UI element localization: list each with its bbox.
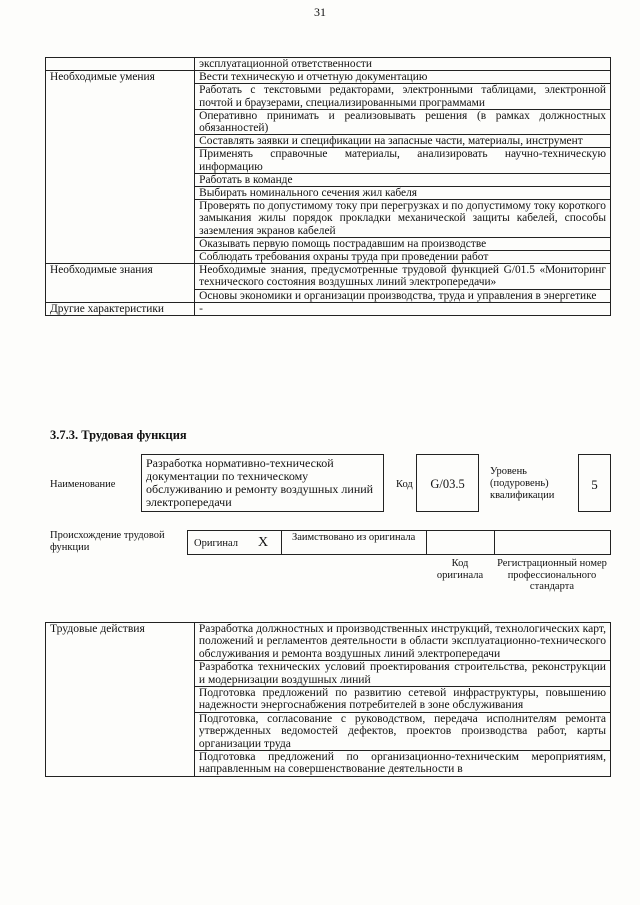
page-number: 31 xyxy=(314,5,326,19)
other-label: Другие характеристики xyxy=(46,302,195,315)
table-row xyxy=(46,264,611,289)
table-row xyxy=(46,623,611,661)
section-title: 3.7.3. Трудовая функция xyxy=(50,428,187,442)
actions-label: Трудовые действия xyxy=(46,623,195,777)
row-text: Основы экономики и организации производства, труда и управления в энергетике xyxy=(195,289,611,302)
action-item: Подготовка, согласование с руководством, передача исполнителям ремонта утвержденных ведомостей дефектов, проектов производства работ, карты организации труда xyxy=(194,712,610,750)
action-item: Разработка технических условий проектирования строительства, реконструкции и модернизации воздушных линий xyxy=(194,661,610,687)
knowledge-label: Необходимые знания xyxy=(46,264,195,303)
original-label: Оригинал xyxy=(194,538,238,549)
row-text: Выбирать номинального сечения жил кабеля xyxy=(195,187,611,200)
row-text: Необходимые знания, предусмотренные трудовой функцией G/01.5 «Мониторинг технического состояния воздушных линий электропередачи» xyxy=(195,264,611,289)
row-text: Составлять заявки и спецификации на запасные части, материалы, инструмент xyxy=(195,135,611,148)
code-value: G/03.5 xyxy=(416,454,479,512)
skills-table xyxy=(45,57,611,316)
skills-label: Необходимые умения xyxy=(46,71,195,264)
row-text: эксплуатационной ответственности xyxy=(195,58,611,71)
actions-table xyxy=(45,622,611,777)
table-row xyxy=(46,302,611,315)
divider xyxy=(281,530,282,555)
level-value: 5 xyxy=(578,454,611,512)
row-text: Соблюдать требования охраны труда при проведении работ xyxy=(195,251,611,264)
row-text: - xyxy=(195,302,611,315)
name-label: Наименование xyxy=(50,479,116,490)
level-label: Уровень (подуровень) квалификации xyxy=(490,466,555,501)
reg-caption: Регистрационный номер профессионального стандарта xyxy=(497,558,607,592)
origin-box xyxy=(187,530,611,555)
borrowed-label: Заимствовано из оригинала xyxy=(292,532,416,543)
table-row xyxy=(46,71,611,84)
table-row xyxy=(46,58,611,71)
row-text: Работать в команде xyxy=(195,173,611,186)
row-label xyxy=(46,58,195,71)
row-text: Вести техническую и отчетную документацию xyxy=(195,71,611,84)
action-item: Подготовка предложений по развитию сетевой инфраструктуры, повышению надежности энергоснабжения потребителей в зоне обслуживания xyxy=(194,687,610,713)
origin-label: Происхождение трудовой функции xyxy=(50,530,165,553)
code-caption: Код оригинала xyxy=(436,558,484,581)
row-text: Оказывать первую помощь пострадавшим на производстве xyxy=(195,237,611,250)
action-item: Разработка должностных и производственных инструкций, технологических карт, положений и регламентов деятельности в области эксплуатационно-технического обслуживания и ремонта воздушных линий электропередачи xyxy=(194,623,610,661)
row-text: Работать с текстовыми редакторами, электронными таблицами, электронной почтой и браузерами, специализированными программами xyxy=(195,84,611,109)
function-name: Разработка нормативно-технической документации по техническому обслуживанию и ремонту воздушных линий электропередачи xyxy=(141,454,384,512)
original-mark: X xyxy=(258,535,269,550)
action-item: Подготовка предложений по организационно-техническим мероприятиям, направленным на совершенствование деятельности в xyxy=(194,751,610,777)
row-text: Проверять по допустимому току при перегрузках и по допустимому току короткого замыкания жилы порядок прокладки механической защиты кабелей, способы заземления экранов кабелей xyxy=(195,200,611,238)
row-text: Оперативно принимать и реализовывать решения (в рамках должностных обязанностей) xyxy=(195,109,611,134)
divider xyxy=(494,530,495,555)
divider xyxy=(426,530,427,555)
row-text: Применять справочные материалы, анализировать научно-техническую информацию xyxy=(195,148,611,173)
code-label: Код xyxy=(396,479,413,490)
